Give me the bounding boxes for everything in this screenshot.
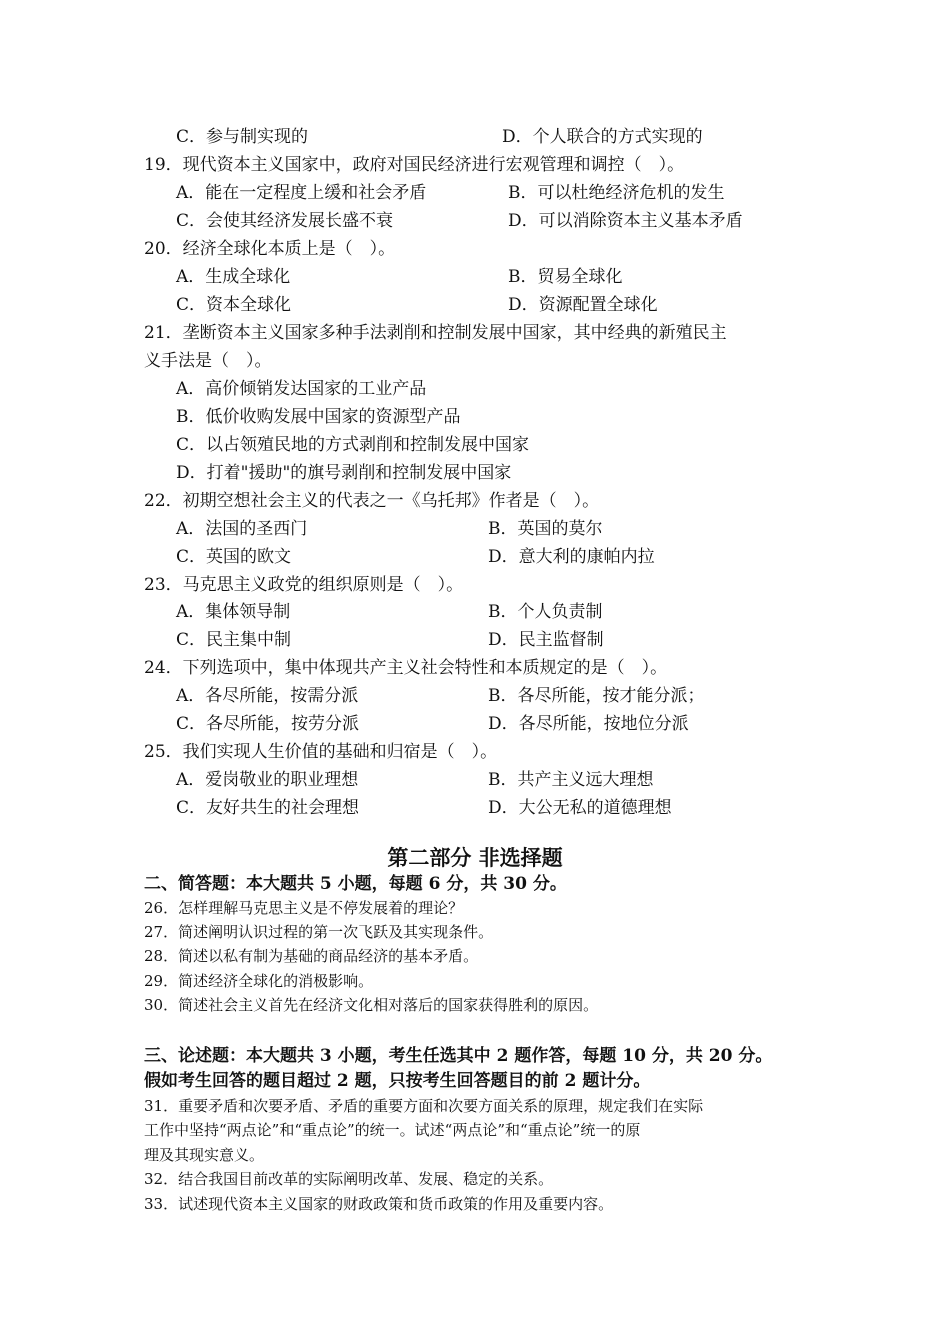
short-answer-heading: 二、简答题：本大题共 5 小题，每题 6 分，共 30 分。: [144, 874, 567, 894]
q18-option-c: C．参与制实现的: [176, 127, 309, 147]
q21-stem-line1: 21．垄断资本主义国家多种手法剥削和控制发展中国家，其中经典的新殖民主: [144, 323, 727, 343]
q24-option-c: C．各尽所能，按劳分派: [176, 714, 360, 734]
q31-line1: 31．重要矛盾和次要矛盾、矛盾的重要方面和次要方面关系的原理，规定我们在实际: [144, 1097, 704, 1115]
q24-option-d: D．各尽所能，按地位分派: [488, 714, 689, 734]
q19-option-a: A．能在一定程度上缓和社会矛盾: [176, 183, 427, 203]
essay-heading-line1: 三、论述题：本大题共 3 小题，考生任选其中 2 题作答，每题 10 分，共 20 分。: [144, 1046, 773, 1066]
q24-option-b: B．各尽所能，按才能分派；: [488, 686, 705, 706]
q26: 26．怎样理解马克思主义是不停发展着的理论？: [144, 899, 464, 917]
q21-option-a: A．高价倾销发达国家的工业产品: [176, 379, 427, 399]
q22-option-c: C．英国的欧文: [176, 547, 292, 567]
q29: 29．简述经济全球化的消极影响。: [144, 972, 374, 990]
q21-option-d: D．打着"援助"的旗号剥削和控制发展中国家: [176, 463, 512, 483]
q18-option-d: D．个人联合的方式实现的: [502, 127, 703, 147]
q24-option-a: A．各尽所能，按需分派: [176, 686, 359, 706]
q19-option-d: D．可以消除资本主义基本矛盾: [508, 211, 743, 231]
q28: 28．简述以私有制为基础的商品经济的基本矛盾。: [144, 947, 479, 965]
q23-option-c: C．民主集中制: [176, 630, 292, 650]
q19-option-c: C．会使其经济发展长盛不衰: [176, 211, 394, 231]
q31-line2: 工作中坚持“两点论”和“重点论”的统一。试述“两点论”和“重点论”统一的原: [144, 1121, 641, 1139]
q20-stem: 20．经济全球化本质上是（ ）。: [144, 239, 396, 259]
q23-option-d: D．民主监督制: [488, 630, 604, 650]
q19-stem: 19．现代资本主义国家中，政府对国民经济进行宏观管理和调控（ ）。: [144, 155, 685, 175]
q23-stem: 23．马克思主义政党的组织原则是（ ）。: [144, 575, 464, 595]
q33: 33．试述现代资本主义国家的财政政策和货币政策的作用及重要内容。: [144, 1195, 614, 1213]
q32: 32．结合我国目前改革的实际阐明改革、发展、稳定的关系。: [144, 1170, 554, 1188]
q22-option-d: D．意大利的康帕内拉: [488, 547, 655, 567]
q22-option-a: A．法国的圣西门: [176, 519, 308, 539]
q31-line3: 理及其现实意义。: [144, 1146, 265, 1164]
q20-option-b: B．贸易全球化: [508, 267, 623, 287]
q25-option-b: B．共产主义远大理想: [488, 770, 654, 790]
q20-option-c: C．资本全球化: [176, 295, 292, 315]
q21-option-b: B．低价收购发展中国家的资源型产品: [176, 407, 461, 427]
essay-heading-line2: 假如考生回答的题目超过 2 题，只按考生回答题目的前 2 题计分。: [144, 1071, 651, 1091]
q24-stem: 24．下列选项中，集中体现共产主义社会特性和本质规定的是（ ）。: [144, 658, 668, 678]
q25-option-a: A．爱岗敬业的职业理想: [176, 770, 359, 790]
q21-option-c: C．以占领殖民地的方式剥削和控制发展中国家: [176, 435, 530, 455]
q20-option-d: D．资源配置全球化: [508, 295, 658, 315]
q23-option-b: B．个人负责制: [488, 602, 603, 622]
q25-option-c: C．友好共生的社会理想: [176, 798, 360, 818]
q25-stem: 25．我们实现人生价值的基础和归宿是（ ）。: [144, 742, 498, 762]
part2-title: 第二部分 非选择题: [387, 845, 563, 870]
q25-option-d: D．大公无私的道德理想: [488, 798, 672, 818]
q23-option-a: A．集体领导制: [176, 602, 291, 622]
q27: 27．简述阐明认识过程的第一次飞跃及其实现条件。: [144, 923, 494, 941]
q22-option-b: B．英国的莫尔: [488, 519, 603, 539]
q30: 30．简述社会主义首先在经济文化相对落后的国家获得胜利的原因。: [144, 996, 599, 1014]
q19-option-b: B．可以杜绝经济危机的发生: [508, 183, 725, 203]
q21-stem-line2: 义手法是（ ）。: [144, 351, 272, 371]
q20-option-a: A．生成全球化: [176, 267, 291, 287]
q22-stem: 22．初期空想社会主义的代表之一《乌托邦》作者是（ ）。: [144, 491, 600, 511]
